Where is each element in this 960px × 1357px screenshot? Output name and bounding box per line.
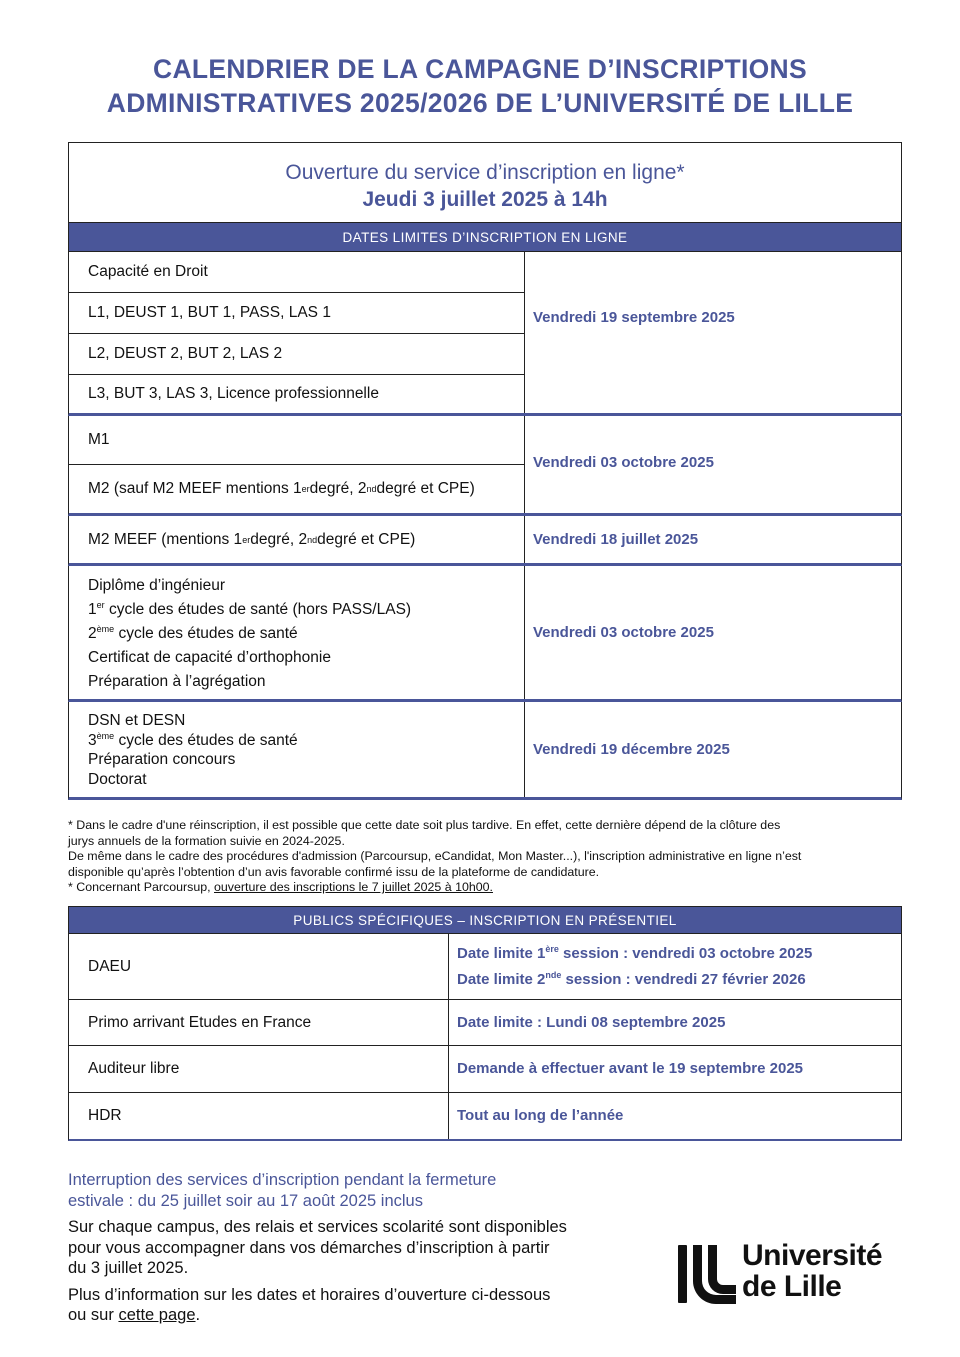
program-row: L2, DEUST 2, BUT 2, LAS 2	[69, 334, 524, 375]
public-label: Auditeur libre	[69, 1046, 449, 1092]
this-page-link[interactable]: cette page	[118, 1306, 196, 1324]
footnote-line: jurys annuels de la formation suivie en 2024-2025.	[68, 833, 345, 848]
group-sante	[68, 566, 902, 702]
footnote-line: * Dans le cadre d'une réinscription, il est possible que cette date soit plus tardive. En effet, cette dernière dépend de la clôture des	[68, 818, 781, 832]
bottom-info	[68, 1170, 628, 1326]
group-licence	[68, 252, 902, 416]
public-label: Primo arrivant Etudes en France	[69, 1000, 449, 1045]
program-line: Diplôme d’ingénieur	[88, 577, 225, 594]
logo-text-line-1: Université	[742, 1239, 883, 1272]
program-line: DSN et DESN	[88, 712, 186, 729]
table-row-hdr	[68, 1093, 902, 1141]
table-row-daeu	[68, 934, 902, 1000]
program-row: M2 (sauf M2 MEEF mentions 1 er degré, 2 nd degré et CPE)	[88, 480, 475, 497]
program-line: Doctorat	[88, 770, 147, 788]
opening-line-1: Ouverture du service d’inscription en ligne*	[285, 161, 685, 184]
program-line: 3ème cycle des études de santé	[88, 730, 298, 749]
public-deadline: Date limite : Lundi 08 septembre 2025	[457, 1013, 726, 1031]
footnotes	[68, 818, 898, 896]
online-registration-table	[68, 142, 902, 800]
campus-info-line: pour vous accompagner dans vos démarches d’inscription à partir	[68, 1238, 550, 1257]
specific-publics-table	[68, 906, 902, 1141]
program-line: Préparation concours	[88, 751, 236, 768]
table-row-auditeur	[68, 1046, 902, 1093]
group-doctorat	[68, 702, 902, 800]
group-master	[68, 416, 902, 516]
parcoursup-link[interactable]: ouverture des inscriptions le 7 juillet 2025 à 10h00.	[214, 880, 493, 895]
daeu-session-2: Date limite 2nde session : vendredi 27 février 2026	[457, 969, 806, 988]
public-label: DAEU	[69, 934, 449, 999]
more-info-line: Plus d’information sur les dates et horaires d’ouverture ci-dessous	[68, 1285, 551, 1304]
deadline-value: Vendredi 19 décembre 2025	[533, 741, 730, 758]
public-deadline: Tout au long de l’année	[457, 1107, 624, 1124]
program-row: M2 MEEF (mentions 1 er degré, 2 nd degré et CPE)	[88, 530, 416, 548]
campus-info-line: du 3 juillet 2025.	[68, 1259, 189, 1277]
page-title-line-2: ADMINISTRATIVES 2025/2026 DE L’UNIVERSITÉ DE LILLE	[106, 88, 854, 118]
program-row: Capacité en Droit	[69, 252, 524, 293]
logo-text-line-2: de Lille	[742, 1270, 842, 1303]
program-row: L3, BUT 3, LAS 3, Licence professionnelle	[88, 385, 379, 402]
program-row: M1	[69, 416, 524, 465]
program-line: 1er cycle des études de santé (hors PASS/LAS)	[88, 600, 412, 618]
public-label: HDR	[69, 1093, 449, 1139]
program-line: Certificat de capacité d’orthophonie	[88, 649, 331, 666]
program-line: 2ème cycle des études de santé	[88, 624, 298, 642]
footnote-line: De même dans le cadre des procédures d'admission (Parcoursup, eCandidat, Mon Master...), l'inscription administrative en ligne n’est	[68, 849, 802, 864]
page-title-line-1: CALENDRIER DE LA CAMPAGNE D’INSCRIPTIONS	[153, 54, 807, 84]
daeu-session-1: Date limite 1ère session : vendredi 03 octobre 2025	[457, 943, 813, 962]
footnote-line: disponible qu’après l’obtention d’un avis favorable confirmé issu de la plateforme de candidature.	[68, 864, 600, 879]
campus-info-line: Sur chaque campus, des relais et services scolarité sont disponibles	[68, 1218, 567, 1236]
university-logo-icon	[676, 1243, 738, 1305]
opening-box	[68, 142, 902, 222]
closure-notice-line-2: estivale : du 25 juillet soir au 17 août 2025 inclus	[68, 1191, 423, 1210]
online-deadlines-header: DATES LIMITES D’INSCRIPTION EN LIGNE	[68, 222, 902, 252]
specific-publics-header: PUBLICS SPÉCIFIQUES – INSCRIPTION EN PRÉSENTIEL	[68, 906, 902, 934]
footnote-line: * Concernant Parcoursup, ouverture des inscriptions le 7 juillet 2025 à 10h00.	[68, 880, 493, 895]
page-title	[0, 52, 960, 120]
deadline-value: Vendredi 03 octobre 2025	[533, 454, 714, 471]
closure-notice-line-1: Interruption des services d’inscription pendant la fermeture	[68, 1171, 497, 1189]
program-row: L1, DEUST 1, BUT 1, PASS, LAS 1	[69, 293, 524, 334]
more-info-line: ou sur cette page.	[68, 1306, 201, 1324]
program-line: Préparation à l’agrégation	[88, 673, 266, 690]
deadline-value: Vendredi 03 octobre 2025	[533, 624, 714, 641]
deadline-value: Vendredi 18 juillet 2025	[533, 531, 699, 548]
table-row-primo	[68, 1000, 902, 1046]
public-deadline: Demande à effectuer avant le 19 septembre 2025	[457, 1060, 804, 1077]
opening-date: Jeudi 3 juillet 2025 à 14h	[362, 188, 608, 211]
group-meef	[68, 516, 902, 566]
deadline-value: Vendredi 19 septembre 2025	[533, 309, 735, 326]
university-logo	[676, 1240, 906, 1310]
